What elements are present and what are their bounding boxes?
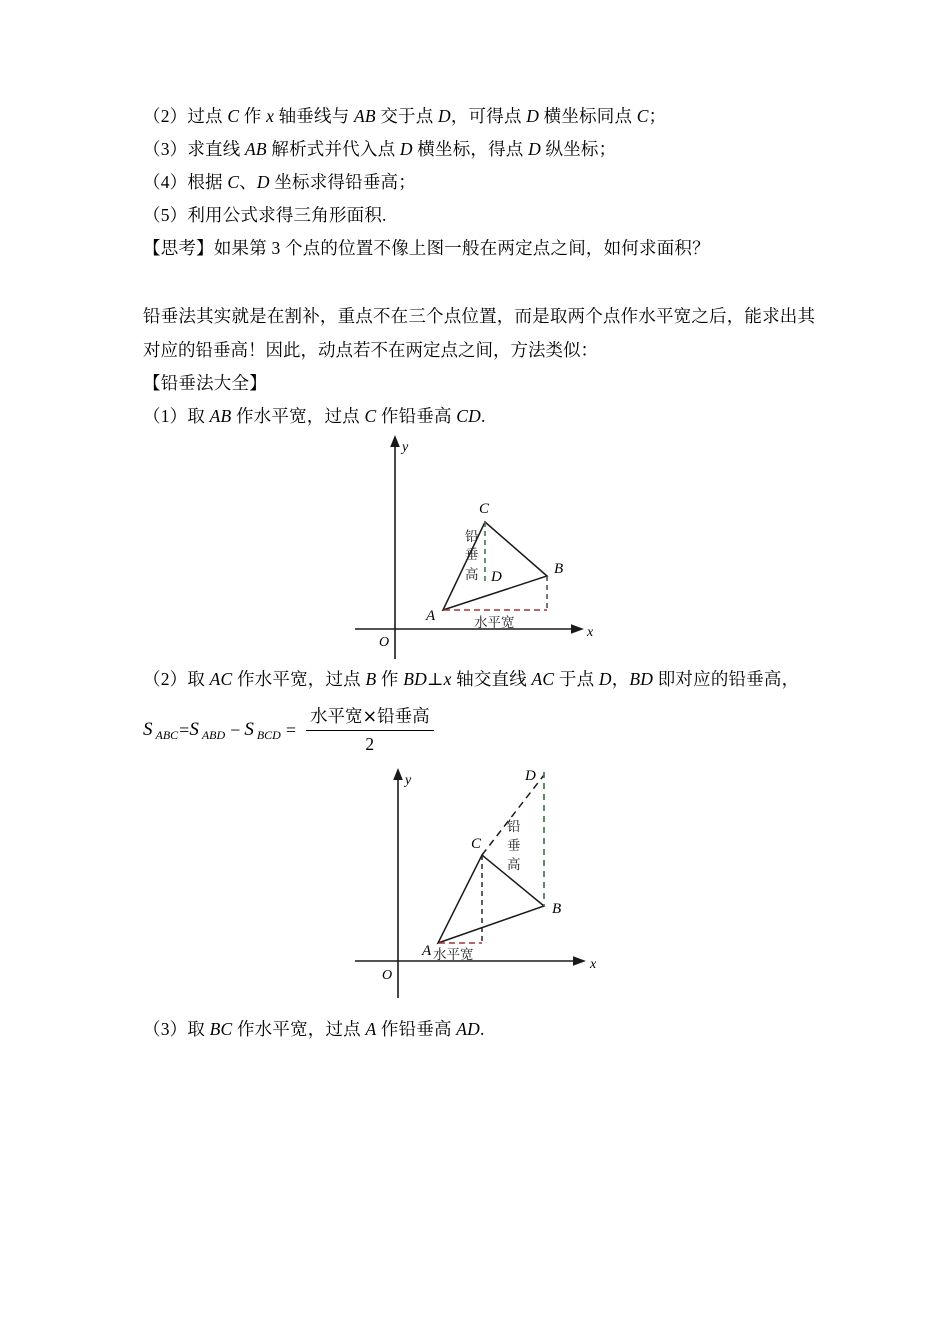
formula-numerator: 水平宽×铅垂高 [306, 705, 434, 731]
figure-1-label-x: x [587, 625, 594, 640]
formula-sub3: BCD [256, 728, 281, 742]
figure-2-label-x: x [590, 957, 597, 972]
figure-2-label-y: y [405, 773, 412, 788]
svg-text:铅: 铅 [465, 529, 479, 545]
area-formula [143, 704, 815, 756]
svg-text:垂: 垂 [507, 838, 521, 854]
step-4-line: （4）根据 C、D 坐标求得铅垂高； [143, 172, 416, 192]
document-content [143, 100, 815, 1046]
figure-1-label-O: O [379, 635, 390, 650]
formula-sub2: ABD [201, 728, 226, 742]
figure-2-vertical-height-label [507, 819, 521, 873]
paragraph-spacer [143, 265, 815, 299]
formula-eq: = [179, 720, 190, 740]
figure-1-triangle-abc [443, 522, 547, 610]
formula-eq2: = [285, 720, 296, 740]
section-title: 【铅垂法大全】 [143, 373, 267, 393]
figure-1-label-D: D [491, 569, 502, 585]
step-2-line: （2）过点 C 作 x 轴垂线与 AB 交于点 D，可得点 D 横坐标同点 C； [143, 106, 667, 126]
figure-1-label-A: A [426, 608, 436, 624]
formula-s2: S [189, 719, 199, 740]
figure-1-label-y: y [402, 440, 409, 455]
figure-1-vertical-height-label [465, 529, 479, 583]
formula-fraction [306, 705, 434, 756]
case-1-text: （1）取 AB 作水平宽，过点 C 作铅垂高 CD. [143, 406, 486, 426]
figure-1-x-axis [355, 624, 584, 634]
svg-text:高: 高 [465, 567, 479, 583]
figure-2-horizontal-width-label: 水平宽 [433, 947, 474, 963]
svg-text:铅: 铅 [507, 819, 521, 835]
figure-2-triangle-abc [438, 855, 544, 943]
figure-2-label-D: D [525, 768, 536, 784]
figure-2-label-B: B [552, 901, 562, 917]
figure-2 [143, 758, 815, 1013]
svg-text:高: 高 [507, 857, 521, 873]
figure-1-y-axis [390, 435, 400, 659]
figure-1-label-B: B [554, 561, 564, 577]
figure-2-label-O: O [382, 968, 393, 983]
formula-sub1: ABC [155, 728, 179, 742]
formula-s3: S [244, 719, 254, 740]
think-label: 【思考】 [143, 238, 214, 258]
figure-1-horizontal-width-label: 水平宽 [474, 615, 515, 631]
formula-denominator: 2 [365, 733, 375, 754]
svg-text:垂: 垂 [465, 547, 479, 563]
figure-1-label-C: C [479, 501, 490, 517]
case-3-text: （3）取 BC 作水平宽，过点 A 作铅垂高 AD. [143, 1019, 485, 1039]
body-paragraph: 铅垂法其实就是在割补，重点不在三个点位置，而是取两个点作水平宽之后，能求出其对应的铅垂高！因此，动点若不在两定点之间，方法类似： [143, 306, 815, 360]
figure-2-y-axis [393, 768, 403, 998]
formula-minus: − [230, 720, 241, 740]
figure-2-label-C: C [471, 836, 482, 852]
formula-s1: S [143, 719, 153, 740]
figure-2-label-A: A [422, 943, 432, 959]
step-3-line: （3）求直线 AB 解析式并代入点 D 横坐标，得点 D 纵坐标； [143, 139, 617, 159]
case-2-text: （2）取 AC 作水平宽，过点 B 作 BD⊥x 轴交直线 AC 于点 D，BD 即对应的铅垂高， [143, 669, 800, 689]
think-line [143, 232, 815, 265]
step-5-line: （5）利用公式求得三角形面积. [143, 205, 387, 225]
think-text: 如果第 3 个点的位置不像上图一般在两定点之间，如何求面积？ [213, 238, 710, 258]
figure-1 [143, 433, 815, 663]
